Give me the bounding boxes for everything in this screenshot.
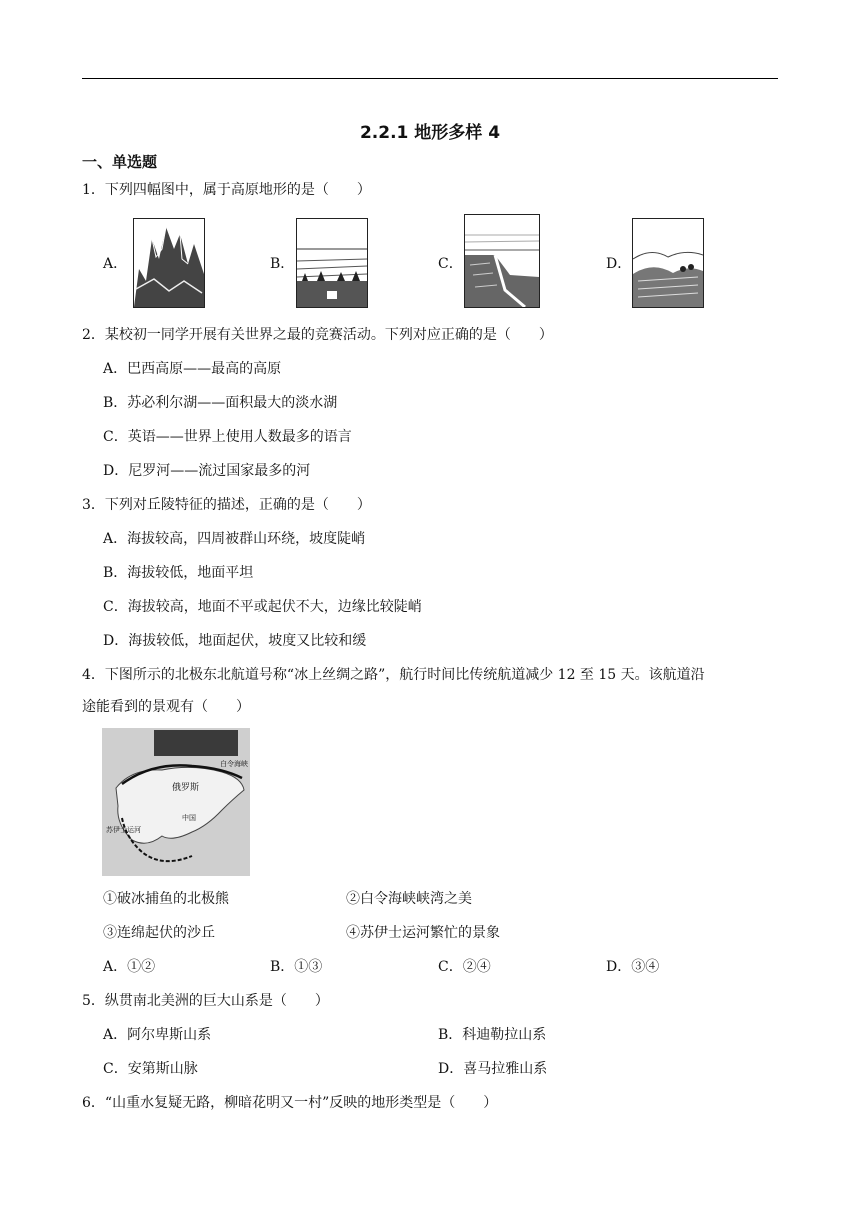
q1-option-c-plateau-image <box>464 214 540 308</box>
q1-option-d-label[interactable]: D． <box>606 256 632 272</box>
map-label-strait: 白令海峡 <box>220 760 248 768</box>
q1-option-c-label[interactable]: C． <box>438 256 463 272</box>
q5-option-d[interactable]: D．喜马拉雅山系 <box>438 1061 548 1077</box>
q1-option-b-label[interactable]: B． <box>270 256 295 272</box>
map-label-suez: 苏伊士运河 <box>106 826 141 834</box>
q1-option-a-label[interactable]: A． <box>103 256 128 272</box>
question-1-stem: 1．下列四幅图中，属于高原地形的是（ ） <box>82 182 371 198</box>
q2-option-d[interactable]: D．尼罗河——流过国家最多的河 <box>103 463 311 479</box>
map-label-russia: 俄罗斯 <box>172 783 200 793</box>
q4-statement-3: ③连绵起伏的沙丘 <box>103 925 215 941</box>
question-3-stem: 3．下列对丘陵特征的描述，正确的是（ ） <box>82 497 371 513</box>
q5-option-c[interactable]: C．安第斯山脉 <box>103 1061 198 1077</box>
q3-option-b[interactable]: B．海拔较低，地面平坦 <box>103 565 254 581</box>
arctic-route-map <box>102 728 250 876</box>
section-heading: 一、单选题 <box>82 153 158 171</box>
q1-option-d-hills-image <box>632 218 704 308</box>
question-6-stem: 6．“山重水复疑无路，柳暗花明又一村”反映的地形类型是（ ） <box>82 1095 498 1111</box>
q3-option-a[interactable]: A．海拔较高，四周被群山环绕，坡度陡峭 <box>103 531 366 547</box>
header-rule <box>82 78 778 79</box>
q4-option-d[interactable]: D．③④ <box>606 959 660 975</box>
map-label-china: 中国 <box>182 814 196 822</box>
q4-statement-4: ④苏伊士运河繁忙的景象 <box>346 925 500 941</box>
question-4-stem-line2: 途能看到的景观有（ ） <box>82 699 250 715</box>
question-4-stem-line1: 4．下图所示的北极东北航道号称“冰上丝绸之路”，航行时间比传统航道减少 12 至 15 天。该航道沿 <box>82 667 705 683</box>
q2-option-b[interactable]: B．苏必利尔湖——面积最大的淡水湖 <box>103 395 338 411</box>
question-2-stem: 2．某校初一同学开展有关世界之最的竞赛活动。下列对应正确的是（ ） <box>82 327 553 343</box>
page-title: 2.2.1 地形多样 4 <box>359 123 501 143</box>
q1-option-a-mountain-image <box>133 218 205 308</box>
q4-option-b[interactable]: B．①③ <box>270 959 323 975</box>
q4-option-a[interactable]: A．①② <box>103 959 156 975</box>
q4-option-c[interactable]: C．②④ <box>438 959 491 975</box>
q2-option-a[interactable]: A．巴西高原——最高的高原 <box>103 361 282 377</box>
q4-statement-2: ②白令海峡峡湾之美 <box>346 891 472 907</box>
q5-option-b[interactable]: B．科迪勒拉山系 <box>438 1027 547 1043</box>
q1-option-b-plain-image <box>296 218 368 308</box>
q3-option-d[interactable]: D．海拔较低，地面起伏，坡度又比较和缓 <box>103 633 367 649</box>
q2-option-c[interactable]: C．英语——世界上使用人数最多的语言 <box>103 429 352 445</box>
q4-statement-1: ①破冰捕鱼的北极熊 <box>103 891 229 907</box>
question-5-stem: 5．纵贯南北美洲的巨大山系是（ ） <box>82 993 329 1009</box>
q3-option-c[interactable]: C．海拔较高，地面不平或起伏不大，边缘比较陡峭 <box>103 599 422 615</box>
q5-option-a[interactable]: A．阿尔卑斯山系 <box>103 1027 212 1043</box>
